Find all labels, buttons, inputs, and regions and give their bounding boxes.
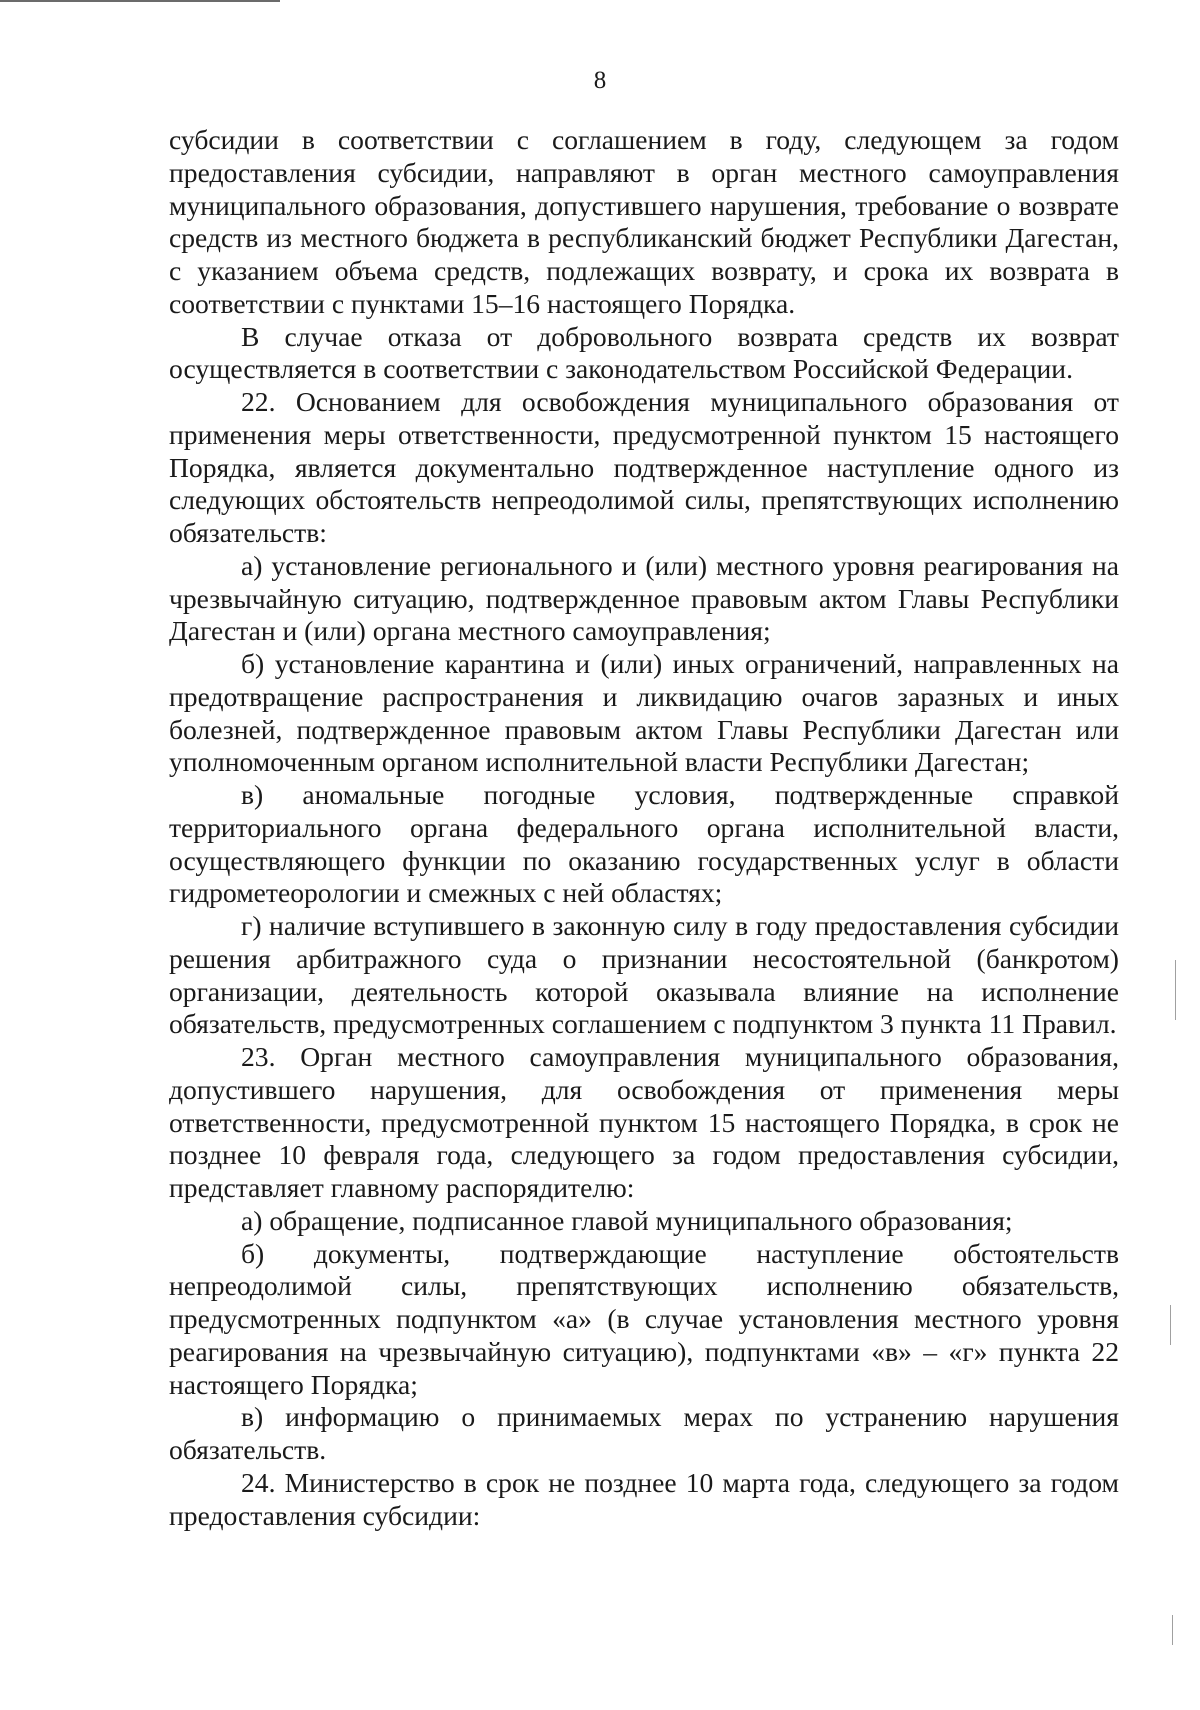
paragraph-subsidy-return: субсидии в соответствии с соглашением в году, следующем за годом предоставления субсидии, направляют в орган местного самоуправления муниципального образования, допустившего нарушения, требование о возврате средств из местного бюджета в республиканский бюджет Республики Дагестан, с указанием объема средств, подлежащих возврату, и срока их возврата в соответствии с пунктами 15–16 настоящего Порядка. — [169, 124, 1119, 319]
paragraph-23-v: в) информацию о принимаемых мерах по устранению нарушения обязательств. — [169, 1401, 1119, 1465]
paragraph-22-g: г) наличие вступившего в законную силу в году предоставления субсидии решения арбитражного суда о признании несостоятельной (банкротом) организации, деятельность которой оказывала влияние на исполнение обязательств, предусмотренных соглашением с подпунктом 3 пункта 11 Правил. — [169, 910, 1119, 1040]
paragraph-23: 23. Орган местного самоуправления муниципального образования, допустившего нарушения, для освобождения от применения меры ответственности, предусмотренной пунктом 15 настоящего Порядка, в срок не позднее 10 февраля года, следующего за годом предоставления субсидии, представляет главному распорядителю: — [169, 1041, 1119, 1203]
scan-margin-mark — [1172, 1615, 1173, 1645]
scan-margin-mark — [1175, 960, 1176, 1020]
page-number: 8 — [593, 67, 607, 94]
paragraph-23-a: а) обращение, подписанное главой муниципального образования; — [241, 1204, 1013, 1236]
paragraph-22-a: а) установление регионального и (или) местного уровня реагирования на чрезвычайную ситуацию, подтвержденное правовым актом Главы Республики Дагестан и (или) органа местного самоуправления; — [169, 549, 1119, 647]
paragraph-refusal: В случае отказа от добровольного возврата средств их возврат осуществляется в соответствии с законодательством Российской Федерации. — [169, 320, 1119, 385]
scan-margin-mark — [1170, 1305, 1171, 1345]
paragraph-24: 24. Министерство в срок не позднее 10 марта года, следующего за годом предоставления субсидии: — [169, 1466, 1119, 1531]
paragraph-23-b: б) документы, подтверждающие наступление обстоятельств непреодолимой силы, препятствующих исполнению обязательств, предусмотренных подпунктом «а» (в случае установления местного уровня реагирования на чрезвычайную ситуацию), подпунктами «в» – «г» пункта 22 настоящего Порядка; — [169, 1237, 1119, 1400]
scan-edge-line — [0, 0, 280, 2]
paragraph-22-v: в) аномальные погодные условия, подтвержденные справкой территориального органа федерального органа исполнительной власти, осуществляющего функции по оказанию государственных услуг в области гидрометеорологии и смежных с ней областях; — [169, 779, 1119, 909]
document-body — [169, 124, 1119, 1532]
paragraph-22-b: б) установление карантина и (или) иных ограничений, направленных на предотвращение распространения и ликвидацию очагов заразных и иных болезней, подтвержденное правовым актом Главы Республики Дагестан или уполномоченным органом исполнительной власти Республики Дагестан; — [169, 648, 1119, 778]
paragraph-22: 22. Основанием для освобождения муниципального образования от применения меры ответственности, предусмотренной пунктом 15 настоящего Порядка, является документально подтвержденное наступление одного из следующих обстоятельств непреодолимой силы, препятствующих исполнению обязательств: — [169, 386, 1119, 548]
